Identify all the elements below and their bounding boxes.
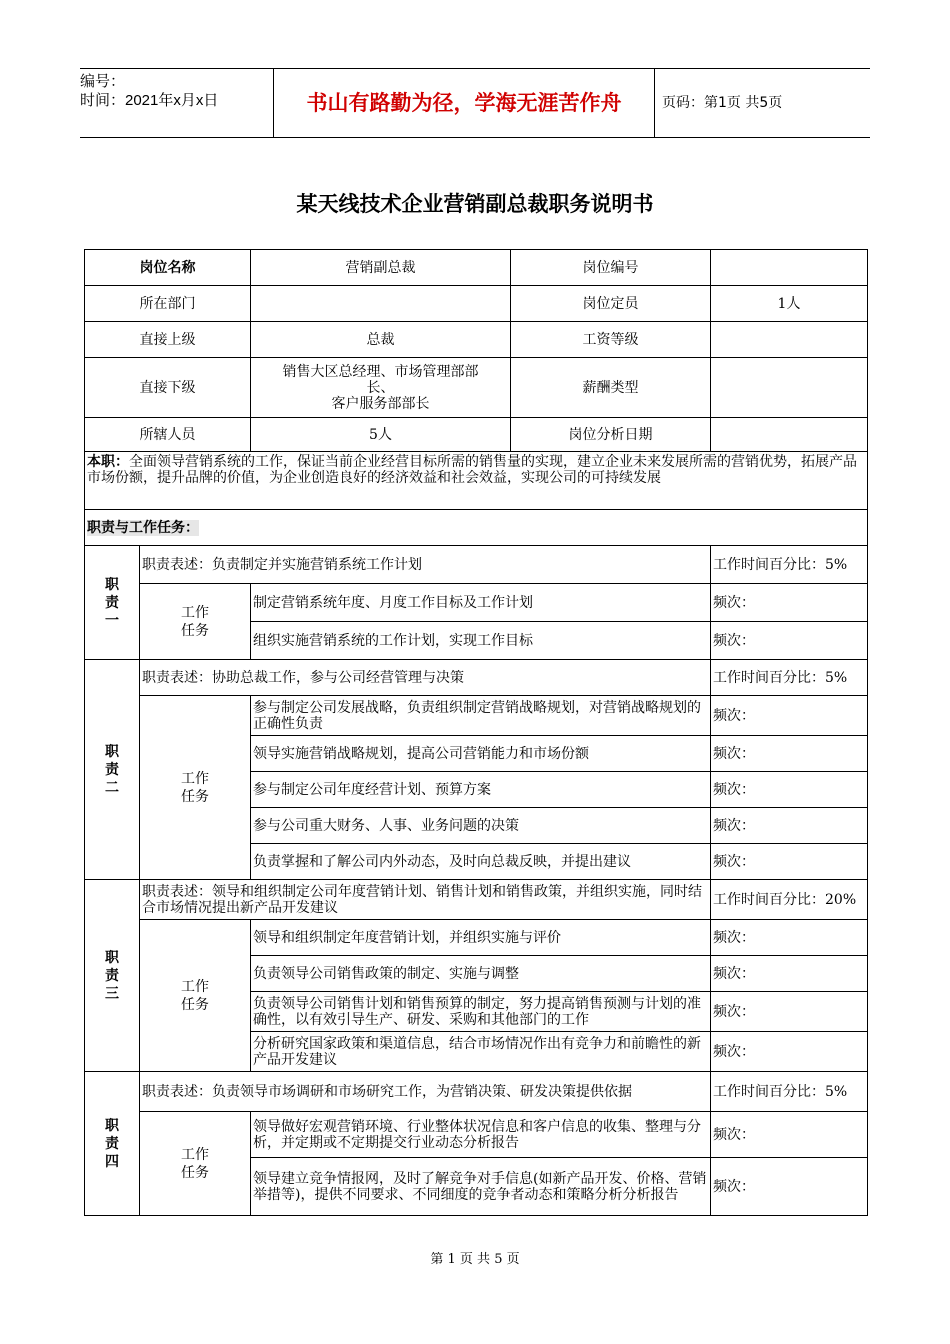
task-text: 负责领导公司销售政策的制定、实施与调整 [251,956,711,992]
analysis-label: 岗位分析日期 [511,418,711,452]
task-text: 参与制定公司年度经营计划、预算方案 [251,772,711,808]
frequency-label: 频次： [711,1158,868,1216]
frequency-label: 频次： [711,622,868,660]
task-text: 参与公司重大财务、人事、业务问题的决策 [251,808,711,844]
post-name-value: 营销副总裁 [251,250,511,286]
duty-percent: 工作时间百分比：20% [711,880,868,920]
document-title: 某天线技术企业营销副总裁职务说明书 [296,192,654,216]
frequency-label: 频次： [711,920,868,956]
task-text: 领导做好宏观营销环境、行业整体状况信息和客户信息的收集、整理与分析，并定期或不定期提交行业动态分析报告 [251,1112,711,1158]
post-no-value [711,250,868,286]
grade-label: 工资等级 [511,322,711,358]
task-text: 领导和组织制定年度营销计划，并组织实施与评价 [251,920,711,956]
duty-percent: 工作时间百分比：5% [711,546,868,584]
task-text: 组织实施营销系统的工作计划，实现工作目标 [251,622,711,660]
role-text: 全面领导营销系统的工作，保证当前企业经营目标所需的销售量的实现，建立企业未来发展所需的营销优势，拓展产品市场份额，提升品牌的价值，为企业创造良好的经济效益和社会效益，实现公司的可持续发展 [87,454,857,486]
staff-label: 所辖人员 [85,418,251,452]
analysis-value [711,418,868,452]
frequency-label: 频次： [711,1112,868,1158]
role-label: 本职： [87,454,129,470]
subordinate-value [251,358,511,418]
frequency-label: 频次： [711,956,868,992]
superior-label: 直接上级 [85,322,251,358]
subordinate-line: 销售大区总经理、市场管理部部 [282,363,479,380]
time-label: 时间：2021年x月x日 [80,92,219,109]
motto: 书山有路勤为径，学海无涯苦作舟 [273,69,655,137]
frequency-label: 频次： [711,772,868,808]
page-header [80,68,870,138]
task-label: 工作 任务 [140,1112,251,1216]
page-footer: 第 1 页 共 5 页 [430,1252,520,1267]
page-code: 页码：第1页 共5页 [662,95,783,111]
subordinate-label: 直接下级 [85,358,251,418]
duty-description: 职责表述：负责领导市场调研和市场研究工作，为营销决策、研发决策提供依据 [140,1072,711,1112]
post-name-label: 岗位名称 [85,250,251,286]
quota-value: 1人 [711,286,868,322]
header-left [80,69,273,140]
superior-value: 总裁 [251,322,511,358]
pay-value [711,358,868,418]
frequency-label: 频次： [711,1032,868,1072]
task-label: 工作 任务 [140,584,251,660]
duty-percent: 工作时间百分比：5% [711,1072,868,1112]
subordinate-line: 客户服务部部长 [331,395,430,412]
pay-label: 薪酬类型 [511,358,711,418]
dept-label: 所在部门 [85,286,251,322]
task-text: 负责领导公司销售计划和销售预算的制定，努力提高销售预测与计划的准确性，以有效引导生产、研发、采购和其他部门的工作 [251,992,711,1032]
duty-percent: 工作时间百分比：5% [711,660,868,696]
frequency-label: 频次： [711,808,868,844]
duties-heading-cell [85,510,868,546]
subordinate-line: 长、 [366,379,395,396]
grade-value [711,322,868,358]
duties-heading: 职责与工作任务： [87,519,199,536]
task-text: 负责掌握和了解公司内外动态，及时向总裁反映，并提出建议 [251,844,711,880]
frequency-label: 频次： [711,736,868,772]
post-no-label: 岗位编号 [511,250,711,286]
duty-title: 职 责 四 [85,1072,140,1216]
task-label: 工作 任务 [140,920,251,1072]
duty-description: 职责表述：负责制定并实施营销系统工作计划 [140,546,711,584]
quota-label: 岗位定员 [511,286,711,322]
task-text: 领导实施营销战略规划，提高公司营销能力和市场份额 [251,736,711,772]
task-text: 参与制定公司发展战略，负责组织制定营销战略规划，对营销战略规划的正确性负责 [251,696,711,736]
job-description-table [84,249,868,1216]
duty-description: 职责表述：协助总裁工作，参与公司经营管理与决策 [140,660,711,696]
task-text: 领导建立竞争情报网，及时了解竞争对手信息(如新产品开发、价格、营销举措等)，提供不同要求、不同细度的竞争者动态和策略分析分析报告 [251,1158,711,1216]
duty-title: 职 责 一 [85,546,140,660]
role-summary [85,452,868,510]
staff-value: 5人 [251,418,511,452]
duty-title: 职 责 三 [85,880,140,1072]
task-label: 工作 任务 [140,696,251,880]
frequency-label: 频次： [711,992,868,1032]
frequency-label: 频次： [711,696,868,736]
task-text: 分析研究国家政策和渠道信息，结合市场情况作出有竞争力和前瞻性的新产品开发建议 [251,1032,711,1072]
number-label: 编号： [80,73,126,90]
dept-value [251,286,511,322]
duty-description: 职责表述：领导和组织制定公司年度营销计划、销售计划和销售政策，并组织实施，同时结合市场情况提出新产品开发建议 [140,880,711,920]
frequency-label: 频次： [711,584,868,622]
frequency-label: 频次： [711,844,868,880]
duty-title: 职 责 二 [85,660,140,880]
task-text: 制定营销系统年度、月度工作目标及工作计划 [251,584,711,622]
